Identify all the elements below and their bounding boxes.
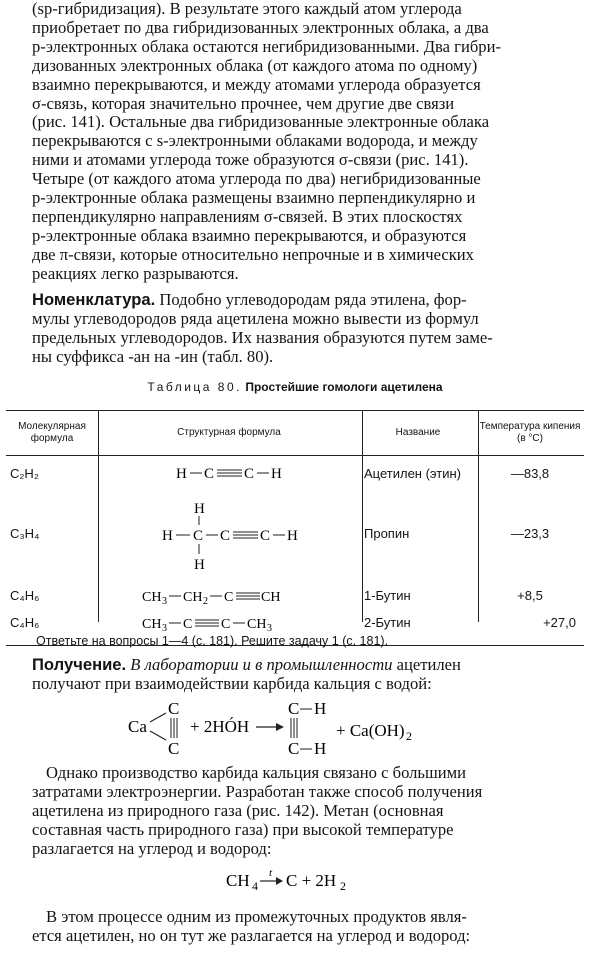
cell-formula: C₂H₂ <box>10 466 39 481</box>
text-line: ацетилен <box>392 655 461 674</box>
table-row <box>6 456 584 498</box>
svg-text:2: 2 <box>203 595 208 606</box>
table-divider <box>478 410 479 622</box>
table-header-row <box>6 411 584 456</box>
svg-text:CH: CH <box>183 589 203 605</box>
svg-text:2: 2 <box>406 729 412 743</box>
text-line: взаимно перекрываются, и между атомами углерода образуется <box>32 74 481 94</box>
svg-text:H: H <box>162 527 173 544</box>
cell-name: 2-Бутин <box>360 612 476 646</box>
cell-structure <box>98 498 360 585</box>
text-line: p-электронных облака остаются негибридизованными. Два гибри- <box>32 36 501 56</box>
svg-text:+ 2HÓH: + 2HÓH <box>190 717 250 736</box>
svg-text:CH: CH <box>247 616 267 632</box>
text-line: Подобно углеводородам ряда этилена, фор- <box>155 290 467 309</box>
paragraph-intermediate <box>32 908 584 946</box>
svg-text:Ca: Ca <box>128 717 147 736</box>
svg-text:C: C <box>220 527 231 544</box>
svg-text:CH: CH <box>142 589 162 605</box>
paragraph-production <box>32 656 584 694</box>
text-line: Однако производство карбида кальция связано с большими <box>46 763 467 782</box>
svg-text:4: 4 <box>252 879 258 893</box>
equation-calcium-carbide <box>110 694 490 760</box>
nomenclature-heading: Номенклатура. <box>32 290 156 309</box>
text-line: предельных углеводородов. Их названия образуются путем заме- <box>32 327 493 347</box>
cell-formula: C₄H₆ <box>10 587 40 603</box>
table-divider <box>362 410 363 622</box>
structure-1-butyne <box>102 588 356 606</box>
text-line: ацетилена из природного газа (рис. 142). Метан (основная <box>32 800 444 820</box>
table-row <box>6 585 584 612</box>
text-line: перпендикулярно направлениям σ-связей. В этих плоскостях <box>32 206 463 226</box>
text-line: перекрываются с s-электронными облаками водорода, и между <box>32 131 478 151</box>
paragraph-nomenclature <box>32 291 584 367</box>
cell-name: Ацетилен (этин) <box>364 466 461 481</box>
text-line: (sp-гибридизация). В результате этого каждый атом углерода <box>32 0 462 18</box>
svg-text:C: C <box>288 699 300 718</box>
header-structural-formula: Структурная формула <box>98 411 360 456</box>
header-name: Название <box>360 411 476 456</box>
text-line: (рис. 141). Остальные два гибридизованные электронные облака <box>32 112 490 132</box>
text-line: дизованных электронных облака (от каждого атома по одному) <box>32 55 478 75</box>
structure-acetylene <box>102 464 356 484</box>
cell-structure <box>98 456 360 498</box>
paragraph-hybridization <box>32 0 584 284</box>
header-boiling-point: Температура кипения (в °C) <box>476 411 584 456</box>
equation-methane <box>226 864 386 894</box>
production-italic: В лаборатории и в промышленности <box>126 655 393 674</box>
svg-text:C: C <box>168 699 180 718</box>
cell-formula: C₄H₆ <box>6 612 98 646</box>
text-line: получают при взаимодействии карбида кальция с водой: <box>32 673 432 693</box>
svg-text:C: C <box>288 739 300 758</box>
svg-text:C + 2H: C + 2H <box>286 871 337 890</box>
cell-structure <box>98 585 360 612</box>
text-line: Четыре (от каждого атома углерода по два) негибридизованные <box>32 169 481 189</box>
svg-text:C: C <box>183 616 193 632</box>
text-line: ними и атомами углерода тоже образуются σ-связи (рис. 141). <box>32 150 469 170</box>
svg-text:H: H <box>194 500 205 517</box>
cell-formula: C₃H₄ <box>10 525 40 541</box>
cell-bp: —83,8 <box>510 466 550 481</box>
text-line: p-электронные облака взаимно перекрываются, и образуются <box>32 225 467 245</box>
structure-propyne <box>102 501 356 579</box>
svg-text:CH: CH <box>226 871 250 890</box>
text-line: составная часть природного газа) при высокой температуре <box>32 819 454 839</box>
svg-text:CH: CH <box>142 616 162 632</box>
svg-text:2: 2 <box>340 879 346 893</box>
svg-text:C: C <box>204 466 215 482</box>
production-heading: Получение. <box>32 655 127 674</box>
cell-bp: —23,3 <box>510 525 550 541</box>
svg-text:C: C <box>193 527 204 544</box>
text-line: мулы углеводородов ряда ацетилена можно вывести из формул <box>32 308 479 328</box>
text-line: затратами электроэнергии. Разработан также способ получения <box>32 781 483 801</box>
table-caption <box>0 380 590 394</box>
svg-text:C: C <box>221 616 231 632</box>
svg-text:H: H <box>271 466 282 482</box>
text-line: σ-связь, которая значительно прочнее, чем другие две связи <box>32 93 455 113</box>
cell-name: Пропин <box>364 525 410 541</box>
svg-text:CH: CH <box>261 589 281 605</box>
structure-2-butyne <box>102 615 356 633</box>
svg-text:3: 3 <box>162 622 167 633</box>
text-line: разлагается на углерод и водород: <box>32 838 272 858</box>
text-line: ны суффикса -ан на -ин (табл. 80). <box>32 346 274 366</box>
svg-text:3: 3 <box>267 622 272 633</box>
cell-bp: +27,0 <box>476 612 584 646</box>
cell-name: 1-Бутин <box>364 587 411 603</box>
table-label: Таблица 80. <box>147 380 242 394</box>
table-title: Простейшие гомологи ацетилена <box>245 380 443 394</box>
svg-text:3: 3 <box>162 595 167 606</box>
table-row <box>6 498 584 585</box>
table-divider <box>98 410 99 622</box>
questions-note: Ответьте на вопросы 1—4 (с. 181). Решите задачу 1 (с. 181). <box>36 634 389 648</box>
paragraph-methane <box>32 764 584 859</box>
svg-text:H: H <box>314 739 327 758</box>
text-line: приобретает по два гибридизованных электронных облака, а два <box>32 17 489 37</box>
text-line: реакциях легко разрываются. <box>32 263 239 283</box>
header-molecular-formula: Молекулярная формула <box>6 411 98 456</box>
svg-text:C: C <box>244 466 255 482</box>
svg-text:t: t <box>269 867 273 879</box>
text-line: p-электронные облака размещены взаимно перпендикулярно и <box>32 188 476 208</box>
text-line: две π-связи, которые относительно непрочные и в химических <box>32 244 474 264</box>
text-line: ется ацетилен, но он тут же разлагается на углерод и водород: <box>32 925 471 945</box>
svg-text:H: H <box>176 466 187 482</box>
svg-text:H: H <box>314 699 327 718</box>
svg-text:C: C <box>224 589 234 605</box>
homologs-table <box>6 410 584 646</box>
text-line: В этом процессе одним из промежуточных продуктов явля- <box>46 907 467 926</box>
svg-text:H: H <box>287 527 298 544</box>
svg-text:+ Ca(OH): + Ca(OH) <box>336 721 405 740</box>
svg-text:H: H <box>194 556 205 573</box>
cell-bp: +8,5 <box>517 587 543 603</box>
svg-text:C: C <box>168 739 180 758</box>
svg-text:C: C <box>260 527 271 544</box>
